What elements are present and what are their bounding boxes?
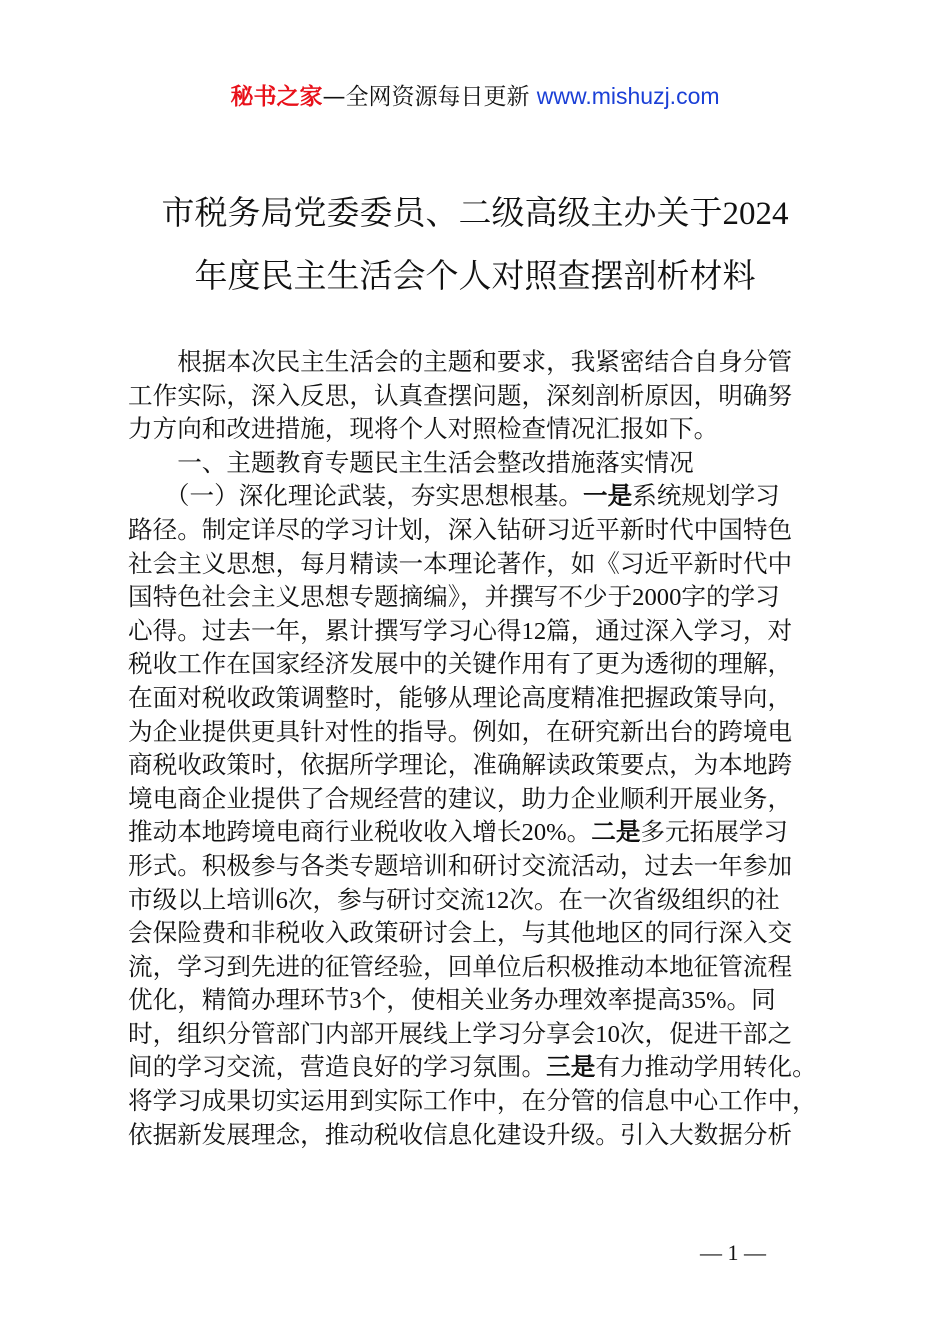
body-line: 心得。过去一年，累计撰写学习心得12篇，通过深入学习，对 [128,615,793,645]
bold-marker: 一是 [582,481,633,511]
body-line: 社会主义思想，每月精读一本理论著作，如《习近平新时代中 [128,548,793,578]
document-title [100,182,850,306]
body-line: （一）深化理论武装，夯实思想根基。一是系统规划学习 [128,481,780,511]
body-line: 流，学习到先进的征管经验，回单位后积极推动本地征管流程 [128,951,793,981]
body-line: 根据本次民主生活会的主题和要求，我紧密结合自身分管 [128,347,793,376]
body-line: 税收工作在国家经济发展中的关键作用有了更为透彻的理解， [128,649,793,679]
body-line: 为企业提供更具针对性的指导。例如，在研究新出台的跨境电 [128,716,793,746]
watermark-header [0,80,950,113]
body-line: 境电商企业提供了合规经营的建议，助力企业顺利开展业务， [128,783,793,813]
watermark-brand: 秘书之家 [230,84,323,110]
page-number: — 1 — [700,1240,766,1265]
body-line: 商税收政策时，依据所学理论，准确解读政策要点，为本地跨 [128,750,793,780]
title-line-1: 市税务局党委委员、二级高级主办关于2024 [161,193,789,232]
body-line: 市级以上培训6次，参与研讨交流12次。在一次省级组织的社 [128,884,780,914]
section-heading: 一、主题教育专题民主生活会整改措施落实情况 [128,447,694,477]
watermark-url[interactable]: www.mishuzj.com [536,83,720,109]
body-line: 国特色社会主义思想专题摘编》，并撰写不少于2000字的学习 [128,582,780,612]
body-line: 优化，精简办理环节3个，使相关业务办理效率提高35%。同 [128,985,776,1015]
bold-marker: 三是 [546,1052,596,1082]
body-line: 工作实际，深入反思，认真查摆问题，深刻剖析原因，明确努 [128,380,793,410]
body-line: 间的学习交流，营造良好的学习氛围。三是有力推动学用转化。 [128,1052,817,1082]
document-body [128,345,840,1151]
body-line: 将学习成果切实运用到实际工作中，在分管的信息中心工作中， [128,1086,817,1116]
body-line: 在面对税收政策调整时，能够从理论高度精准把握政策导向， [128,682,793,712]
watermark-tagline: —全网资源每日更新 [322,84,530,110]
body-line: 时，组织分管部门内部开展线上学习分享会10次，促进干部之 [128,1018,793,1048]
body-line: 推动本地跨境电商行业税收收入增长20%。二是多元拓展学习 [128,817,788,847]
body-line: 依据新发展理念，推动税收信息化建设升级。引入大数据分析 [128,1119,793,1149]
body-line: 路径。制定详尽的学习计划，深入钻研习近平新时代中国特色 [128,514,793,544]
bold-marker: 二是 [591,817,641,847]
body-line: 力方向和改进措施，现将个人对照检查情况汇报如下。 [128,414,719,444]
body-line: 形式。积极参与各类专题培训和研讨交流活动，过去一年参加 [128,850,793,880]
title-line-2: 年度民主生活会个人对照查摆剖析材料 [194,256,756,295]
body-line: 会保险费和非税收入政策研讨会上，与其他地区的同行深入交 [128,918,793,948]
